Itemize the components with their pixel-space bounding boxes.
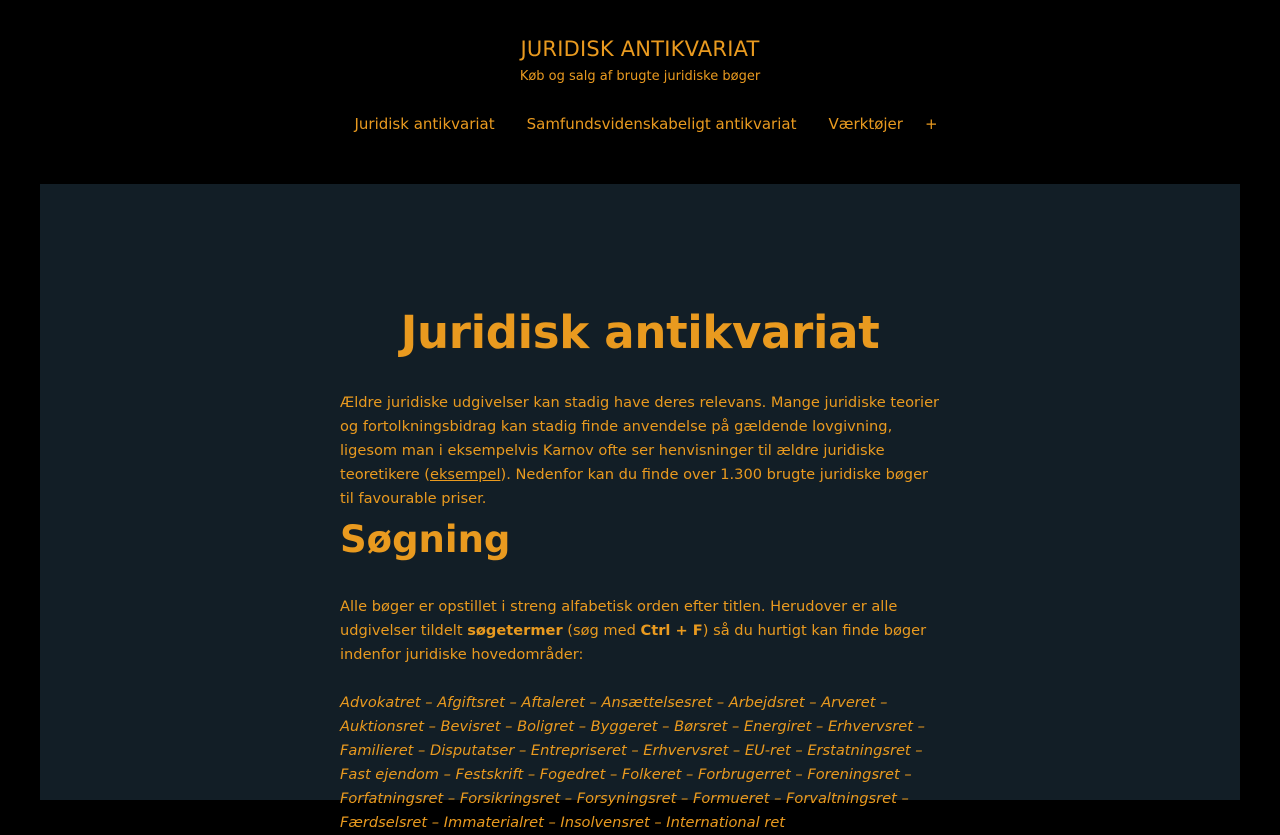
search-text-3: ) så du hurtigt kan finde bøger indenfor juridiske hovedområder: xyxy=(340,622,927,663)
page-title: Juridisk antikvariat xyxy=(400,306,880,359)
search-heading: Søgning xyxy=(340,518,511,561)
intro-text-end: ). Nedenfor kan du finde over 1.300 brugte juridiske bøger til favourable priser. xyxy=(340,466,929,507)
site-header xyxy=(0,0,1280,184)
content-area xyxy=(40,184,1240,831)
nav-item-vaerktoejer[interactable]: Værktøjer xyxy=(828,115,903,133)
main-navigation xyxy=(0,112,1280,136)
search-paragraph xyxy=(340,595,940,667)
nav-item-juridisk-antikvariat[interactable]: Juridisk antikvariat xyxy=(354,115,495,133)
nav-item-samfundsvidenskabeligt-antikvariat[interactable]: Samfundsvidenskabeligt antikvariat xyxy=(526,115,797,133)
intro-text: Ældre juridiske udgivelser kan stadig have deres relevans. Mange juridiske teorier og fortolkningsbidrag kan stadig finde anvendelse på gældende lovgivning, ligesom man i eksempelvis Karnov ofte ser henvisninger til ældre juridiske teoretikere ( xyxy=(340,394,940,483)
site-title[interactable]: JURIDISK ANTIKVARIAT xyxy=(520,37,760,61)
search-terms-bold: søgetermer xyxy=(467,622,563,639)
search-text-1: Alle bøger er opstillet i streng alfabetisk orden efter titlen. Herudover er alle udgivelser tildelt xyxy=(340,598,898,639)
search-text-2: (søg med xyxy=(562,622,641,639)
example-link[interactable]: eksempel xyxy=(429,466,501,483)
site-tagline: Køb og salg af brugte juridiske bøger xyxy=(519,69,761,84)
submenu-expand-icon[interactable]: + xyxy=(924,115,938,133)
intro-paragraph xyxy=(340,391,940,511)
shortcut-bold: Ctrl + F xyxy=(640,622,703,639)
legal-areas-list: Advokatret – Afgiftsret – Aftaleret – Ansættelsesret – Arbejdsret – Arveret – Auktionsret – Bevisret – Boligret – Byggeret – Børsret – Energiret – Erhvervsret – Familieret – Disputatser – Entrepriseret – Erhvervsret – EU-ret – Erstatningsret – Fast ejendom – Festskrift – Fogedret – Folkeret – Forbrugerret – Foreningsret – Forfatningsret – Forsikringsret – Forsyningsret – Formueret – Forvaltningsret – Færdselsret – Immaterialret – Insolvensret – International ret xyxy=(340,694,925,831)
